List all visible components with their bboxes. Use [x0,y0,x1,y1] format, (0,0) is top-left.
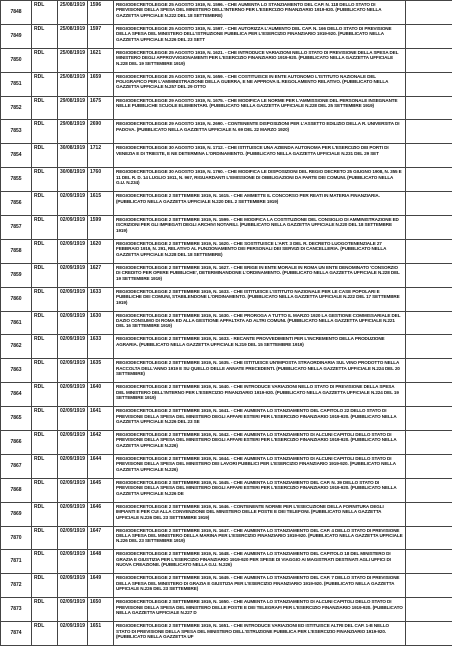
empty-cell [406,431,452,455]
empty-cell [406,502,452,526]
record-date: 02/09/1919 [58,311,88,335]
record-code: 1712 [88,144,114,168]
record-type: RDL [32,359,58,383]
table-row [1,239,452,263]
record-code: 2690 [88,120,114,144]
table-row [1,550,452,574]
record-type: RDL [32,144,58,168]
record-number: 7858 [1,239,32,263]
record-number: 7874 [1,622,32,646]
record-text: REGIODECRETOLEGGE 2 SETTEMBRE 1919, N. 1627. - CHE ERIGE IN ENTE MORALE IN ROMA UN ENTE DENOMINATO 'CONSORZIO DI CREDITO PER OPERE PUBBLICHE', DETERMINANDONE L'ORDINAMENTO. (PUBBLICATO NELLA GAZZETTA UFFICIALE N.228 DEL 19 SETTEMBRE 1919) [114,263,406,287]
table-row [1,287,452,311]
record-text: REGIODECRETOLEGGE 2 SETTEMBRE 1919, N. 1642. - CHE AUMENTA LO STANZIAMENTO DI ALCUNI CAPITOLI DELLO STATO DI PREVISIONE DELLA SPESA DEL MINISTERO DEGLI AFFARI ESTERI PER L'ESERCIZIO FINANZIARIO 1919-920. (PUBBLICATO NELLA GAZZETTA UFFICIALE N.226) [114,431,406,455]
record-type: RDL [32,24,58,48]
table-row [1,526,452,550]
record-text: REGIODECRETOLEGGE 30 AGOSTO 1919, N. 1712. - CHE ISTITUISCE UNA AZIENDA AUTONOMA PER L'ESERCIZIO DEI PORTI DI VENEZIA E DI TRIESTE, E NE DETERMINA L'ORDINAMENTO. (PUBBLICATO NELLA GAZZETTA UFFICIALE N.231 DEL 29 SET [114,144,406,168]
table-row [1,407,452,431]
table-row [1,431,452,455]
record-number: 7861 [1,311,32,335]
record-date: 02/09/1919 [58,359,88,383]
record-number: 7870 [1,526,32,550]
table-row [1,359,452,383]
record-code: 1630 [88,311,114,335]
empty-cell [406,168,452,192]
empty-cell [406,48,452,72]
table-row [1,335,452,359]
table-row [1,24,452,48]
empty-cell [406,263,452,287]
record-number: 7862 [1,335,32,359]
empty-cell [406,24,452,48]
record-text: REGIODECRETOLEGGE 2 SETTEMBRE 1919, N. 1641. - CHE AUMENTA LO STANZIAMENTO DEL CAPITOLO 22 DELLO STATO DI PREVISIONE DELLA SPESA DEL MINISTERO DEGLI AFFARI ESTERI PER L'ESERCIZIO FINANZIARIO 1919-920. (PUBBLICATO NELLA GAZZETTA UFFICIALE N.226 DEL 23 SE [114,407,406,431]
empty-cell [406,383,452,407]
record-date: 02/09/1919 [58,239,88,263]
record-type: RDL [32,263,58,287]
record-date: 02/09/1919 [58,216,88,240]
record-text: REGIODECRETOLEGGE 2 SETTEMBRE 1919, N. 1635. - CHE ISTITUISCE UN'IMPOSTA STRAORDINARIA SUL VINO PRODOTTO NELLA RACCOLTA DELL'ANNO 1919 E SU QUELLO DELLE ANNATE PRECEDENTI. (PUBBLICATO NELLA GAZZETTA UFFICIALE N.224 DEL 20 SETTEMBRE) [114,359,406,383]
record-type: RDL [32,239,58,263]
empty-cell [406,478,452,502]
record-type: RDL [32,478,58,502]
record-code: 1642 [88,431,114,455]
decree-table-body [1,1,452,646]
empty-cell [406,287,452,311]
record-code: 1675 [88,96,114,120]
record-number: 7864 [1,383,32,407]
record-number: 7868 [1,478,32,502]
empty-cell [406,72,452,96]
record-type: RDL [32,335,58,359]
table-row [1,48,452,72]
record-text: REGIODECRETOLEGGE 29 AGOSTO 1919, N. 1675. - CHE MODIFICA LE NORME PER L'AMMISSIONE DEL PERSONALE INSEGNANTE NELLE PUBBLICHE SCUOLE ELEMENTARI. (PUBBLICATO NELLA GAZZETTA UFFICIALE N.228 DEL 25 SETTEMBRE 1919) [114,96,406,120]
record-date: 02/09/1919 [58,454,88,478]
empty-cell [406,96,452,120]
table-row [1,622,452,646]
empty-cell [406,1,452,25]
record-text: REGIODECRETOLEGGE 2 SETTEMBRE 1919, N. 1620. - CHE SOSTITUISCE L'ART. 3 DEL R. DECRETO LUOGOTENENZIALE 27 FEBBRAIO 1919, N. 291, RELATIVO AL FUNZIONAMENTO DEI PERSONALI DEI SERVIZI DI CANCELLERIA. (PUBBLICATO NELLA GAZZETTA UFFICIALE N.228 DEL 18 SETTEMBRE) [114,239,406,263]
record-number: 7869 [1,502,32,526]
record-type: RDL [32,550,58,574]
record-date: 29/08/1919 [58,96,88,120]
record-code: 1651 [88,622,114,646]
record-code: 1615 [88,192,114,216]
empty-cell [406,574,452,598]
record-date: 30/08/1919 [58,168,88,192]
empty-cell [406,335,452,359]
record-date: 02/09/1919 [58,526,88,550]
table-row [1,311,452,335]
record-number: 7850 [1,48,32,72]
table-row [1,574,452,598]
record-type: RDL [32,72,58,96]
record-code: 1760 [88,168,114,192]
record-number: 7859 [1,263,32,287]
table-row [1,383,452,407]
record-number: 7863 [1,359,32,383]
record-number: 7857 [1,216,32,240]
record-text: REGIODECRETOLEGGE 2 SETTEMBRE 1919, N. 1651. - CHE INTRODUCE VARIAZIONI ED ISTITUISCE ALTRI DEL CAP. 1-B NELLO STATO DI PREVISIONE DELLA SPESA DEL MINISTERO DELL'ISTRUZIONE PUBBLICA PER L'ESERCIZIO FINANZIARIO 1919-920. (PUBBLICATO NELLA GAZZETTA UF [114,622,406,646]
empty-cell [406,144,452,168]
record-date: 02/09/1919 [58,407,88,431]
record-type: RDL [32,168,58,192]
record-text: REGIODECRETOLEGGE 2 SETTEMBRE 1919, N. 1633. - RECANTE PROVVEDIMENTI PER L'INCREMENTO DELLA PRODUZIONE AGRARIA. (PUBBLICATO NELLA GAZZETTA UFFICIALE N.219 DEL 15 SETTEMBRE 1919) [114,335,406,359]
record-text: REGIODECRETOLEGGE 2 SETTEMBRE 1919, N. 1630. - CHE PROROGA A TUTTO IL MARZO 1920 LA GESTIONE COMMISSARIALE DEL DAZIO CONSUMO DI ROMA ED ALLA GESTIONE APPALTATA AD ALTRI COMUNI. (PUBBLICATO NELLA GAZZETTA UFFICIALE N.221 DEL 16 SETTEMBRE 1919) [114,311,406,335]
table-row [1,1,452,25]
empty-cell [406,526,452,550]
record-type: RDL [32,216,58,240]
table-row [1,454,452,478]
record-code: 1621 [88,48,114,72]
record-number: 7848 [1,1,32,25]
record-code: 1648 [88,550,114,574]
record-code: 1640 [88,383,114,407]
table-row [1,72,452,96]
record-number: 7866 [1,431,32,455]
record-date: 02/09/1919 [58,431,88,455]
record-type: RDL [32,502,58,526]
record-type: RDL [32,574,58,598]
record-text: REGIODECRETOLEGGE 25 AGOSTO 1919, N. 1597. - CHE AUTORIZZA L'AUMENTO DEL CAP. N. 166 DELLO STATO DI PREVISIONE DELLA SPESA DEL MINISTERO DELL'ISTRUZIONE PUBBLICA PER L'ESERCIZIO FINANZIARIO 1919-920. (PUBBLICATO NELLA GAZZETTA UFFICIALE N.226 DEL 23 SETT [114,24,406,48]
record-text: REGIODECRETOLEGGE 29 AGOSTO 1919, N. 2690. - CONTENENTE DISPOSIZIONI PER L'ASSETTO EDILIZIO DELLA R. UNIVERSITA DI PADOVA. (PUBBLICATO NELLA GAZZETTA UFFICIALE N. 69 DEL 22 MARZO 1920) [114,120,406,144]
record-number: 7867 [1,454,32,478]
record-number: 7871 [1,550,32,574]
record-text: REGIODECRETOLEGGE 2 SETTEMBRE 1919, N. 1640. - CHE INTRODUCE VARIAZIONI NELLO STATO DI PREVISIONE DELLA SPESA DEL MINISTERO DELL'INTERNO PER L'ESERCIZIO FINANZIARIO 1919-920. (PUBBLICATO NELLA GAZZETTA UFFICIALE N.224 DEL 19 SETTEMBRE 1919) [114,383,406,407]
record-date: 02/09/1919 [58,502,88,526]
record-date: 30/08/1919 [58,144,88,168]
record-number: 7853 [1,120,32,144]
record-type: RDL [32,48,58,72]
record-text: REGIODECRETOLEGGE 2 SETTEMBRE 1919, N. 1644. - CHE AUMENTA LO STANZIAMENTO DI ALCUNI CAPITOLI DELLO STATO DI PREVISIONE DELLA SPESA DEL MINISTERO DEI LAVORI PUBBLICI PER L'ESERCIZIO FINANZIARIO 1919-920. (PUBBLICATO NELLA GAZZETTA UFFICIALE N.226) [114,454,406,478]
record-date: 02/09/1919 [58,383,88,407]
record-text: REGIODECRETOLEGGE 2 SETTEMBRE 1919, N. 1648. - CHE AUMENTA LO STANZIAMENTO DEL CAPITOLO 18 DEL MINISTERO DI GRAZIA E GIUSTIZIA PER L'ESERCIZIO FINANZIARIO 1919-920 PER SPESE DI VIAGGIO AI MAGISTRATI DESTINATI AGLI UFFICI DI NUOVA CREAZIONE. (PUBBLICATO NELLA G.U. N.226) [114,550,406,574]
record-text: REGIODECRETOLEGGE 2 SETTEMBRE 1919, N. 1615. - CHE AMMETTE IL CONCORSO PER REATI IN MATERIA FINANZIARIA. (PUBBLICATO NELLA GAZZETTA UFFICIALE N.220 DEL 2 SETTEMBRE 1919) [114,192,406,216]
record-text: REGIODECRETOLEGGE 2 SETTEMBRE 1919, N. 1633. - CHE ISTITUISCE L'ISTITUTO NAZIONALE PER LE CASE POPOLARI E PUBBLICHE DEI COMUNI, STABILENDONE L'ORDINAMENTO. (PUBBLICATO NELLA GAZZETTA UFFICIALE N.222 DEL 17 SETTEMBRE 1919) [114,287,406,311]
record-date: 25/08/1919 [58,72,88,96]
record-number: 7873 [1,598,32,622]
record-date: 02/09/1919 [58,192,88,216]
empty-cell [406,192,452,216]
table-row [1,216,452,240]
record-code: 1627 [88,263,114,287]
record-code: 1633 [88,335,114,359]
record-text: REGIODECRETOLEGGE 2 SETTEMBRE 1919, N. 1599. - CHE MODIFICA LA COSTITUZIONE DEL CONSIGLIO DI AMMINISTRAZIONE ED ISCRIZIONI PER GLI IMPIEGATI DEGLI ARCHIVI NOTARILI. (PUBBLICATO NELLA GAZZETTA UFFICIALE N.220 DEL 18 SETTEMBRE 1919) [114,216,406,240]
empty-cell [406,622,452,646]
record-date: 02/09/1919 [58,335,88,359]
table-row [1,96,452,120]
record-text: REGIODECRETOLEGGE 25 AGOSTO 1919, N. 1596. - CHE AUMENTA LO STANZIAMENTO DEL CAP. N. 118 DELLO STATO DI PREVISIONE DELLA SPESA DEL MINISTERO DELL'INTERNO PER L'ESERCIZIO FINANZIARIO 1919-920. (PUBBLICATO NELLA GAZZETTA UFFICIALE N.222 DEL 18 SETTEMBRE) [114,1,406,25]
record-text: REGIODECRETOLEGGE 2 SETTEMBRE 1919, N. 1650. - CHE AUMENTA LO STANZIAMENTO DI ALCUNI CAPITOLI DELLO STATO DI PREVISIONE DELLA SPESA DEL MINISTERO DELLE POSTE E DEI TELEGRAFI PER L'ESERCIZIO FINANZIARIO 1919-920. (PUBBLICATO NELLA GAZZETTA UFFICIALE N.227 D [114,598,406,622]
record-text: REGIODECRETOLEGGE 30 AGOSTO 1919, N. 1760. - CHE MODIFICA LE DISPOSIZIONI DEL REGIO DECRETO 25 GIUGNO 1908, N. 355 E 11 DEL R. D. 14 LUGLIO 1911, N. 967, RIGUARDANTI L'EMISSIONE DI OBBLIGAZIONI DA PARTE DEI COMUNI. (PUBBLICATO NELLA G.U. N.234) [114,168,406,192]
record-text: REGIODECRETOLEGGE 2 SETTEMBRE 1919, N. 1647. - CHE AUMENTA LO STANZIAMENTO DEL CAP. 4 DELLO STATO DI PREVISIONE DELLA SPESA DEL MINISTERO DELLA MARINA PER L'ESERCIZIO FINANZIARIO 1919-920. (PUBBLICATO NELLA GAZZETTA UFFICIALE N.226 DEL 23 SETTEMBRE 1919) [114,526,406,550]
record-type: RDL [32,287,58,311]
empty-cell [406,598,452,622]
record-number: 7854 [1,144,32,168]
record-date: 02/09/1919 [58,550,88,574]
record-code: 1649 [88,574,114,598]
record-code: 1646 [88,502,114,526]
table-row [1,120,452,144]
record-type: RDL [32,454,58,478]
record-type: RDL [32,1,58,25]
record-code: 1633 [88,287,114,311]
table-row [1,144,452,168]
record-date: 02/09/1919 [58,287,88,311]
record-text: REGIODECRETOLEGGE 2 SETTEMBRE 1919, N. 1645. - CHE AUMENTA LO STANZIAMENTO DEL CAP. N. 39 DELLO STATO DI PREVISIONE DELLA SPESA DEL MINISTERO DEGLI AFFARI ESTERI PER L'ESERCIZIO FINANZIARIO 1919-920. (PUBBLICATO NELLA GAZZETTA UFFICIALE N.226 DE [114,478,406,502]
table-row [1,598,452,622]
record-code: 1599 [88,216,114,240]
record-number: 7865 [1,407,32,431]
record-code: 1620 [88,239,114,263]
empty-cell [406,550,452,574]
record-number: 7851 [1,72,32,96]
record-type: RDL [32,407,58,431]
empty-cell [406,407,452,431]
record-date: 29/08/1919 [58,120,88,144]
record-date: 02/09/1919 [58,598,88,622]
record-type: RDL [32,120,58,144]
record-date: 02/09/1919 [58,622,88,646]
table-row [1,192,452,216]
record-date: 25/08/1919 [58,24,88,48]
empty-cell [406,359,452,383]
record-type: RDL [32,311,58,335]
record-code: 1645 [88,478,114,502]
record-type: RDL [32,526,58,550]
empty-cell [406,311,452,335]
record-number: 7849 [1,24,32,48]
record-type: RDL [32,598,58,622]
record-text: REGIODECRETOLEGGE 25 AGOSTO 1919, N. 1659. - CHE COSTITUISCE IN ENTE AUTONOMO L'ISTITUTO NAZIONALE DEL POLIGRAFICO PER L'AMMINISTRAZIONE DELLA GUERRA, E NE APPROVA IL REGOLAMENTO RELATIVO. (PUBBLICATO NELLA GAZZETTA UFFICIALE N.257 DEL 29 OTTO [114,72,406,96]
record-type: RDL [32,622,58,646]
record-code: 1659 [88,72,114,96]
record-text: REGIODECRETOLEGGE 25 AGOSTO 1919, N. 1621. - CHE INTRODUCE VARIAZIONI NELLO STATO DI PREVISIONE DELLA SPESA DEL MINISTERO DEGLI APPROVVIGIONAMENTI PER L'ESERCIZIO FINANZIARIO 1919-920. (PUBBLICATO NELLA GAZZETTA UFFICIALE N.228 DEL 19 SETTEMBRE 1919) [114,48,406,72]
table-row [1,478,452,502]
record-type: RDL [32,383,58,407]
record-code: 1644 [88,454,114,478]
empty-cell [406,120,452,144]
record-date: 25/08/1919 [58,48,88,72]
record-date: 02/09/1919 [58,574,88,598]
record-code: 1635 [88,359,114,383]
record-number: 7860 [1,287,32,311]
record-code: 1650 [88,598,114,622]
table-row [1,502,452,526]
record-code: 1597 [88,24,114,48]
record-date: 02/09/1919 [58,478,88,502]
empty-cell [406,239,452,263]
record-date: 02/09/1919 [58,263,88,287]
record-text: REGIODECRETOLEGGE 2 SETTEMBRE 1919, N. 1646. - CONTENENTE NORME PER L'ESECUZIONE DELLA FORNITURA DEGLI IMPIANTI E PER CUI ALLA CONVENZIONE DEL MINISTERO DELLE POSTE E DEI TELEFONI. (PUBBLICATO NELLA GAZZETTA UFFICIALE N.226 DEL 23 SETTEMBRE 1919) [114,502,406,526]
record-text: REGIODECRETOLEGGE 2 SETTEMBRE 1919, N. 1649. - CHE AUMENTA LO STANZIAMENTO DEL CAP. 7 DELLO STATO DI PREVISIONE DELLA SPESA DEL MINISTERO DI GRAZIA E GIUSTIZIA PER L'ESERCIZIO FINANZIARIO 1919-920. (PUBBLICATO NELLA GAZZETTA UFFICIALE N.226 DEL 23 SETTEMBRE) [114,574,406,598]
empty-cell [406,216,452,240]
record-date: 25/08/1919 [58,1,88,25]
record-type: RDL [32,192,58,216]
record-number: 7856 [1,192,32,216]
record-code: 1647 [88,526,114,550]
record-code: 1596 [88,1,114,25]
record-number: 7852 [1,96,32,120]
record-type: RDL [32,96,58,120]
record-number: 7855 [1,168,32,192]
table-row [1,168,452,192]
table-row [1,263,452,287]
empty-cell [406,454,452,478]
record-number: 7872 [1,574,32,598]
record-type: RDL [32,431,58,455]
record-code: 1641 [88,407,114,431]
